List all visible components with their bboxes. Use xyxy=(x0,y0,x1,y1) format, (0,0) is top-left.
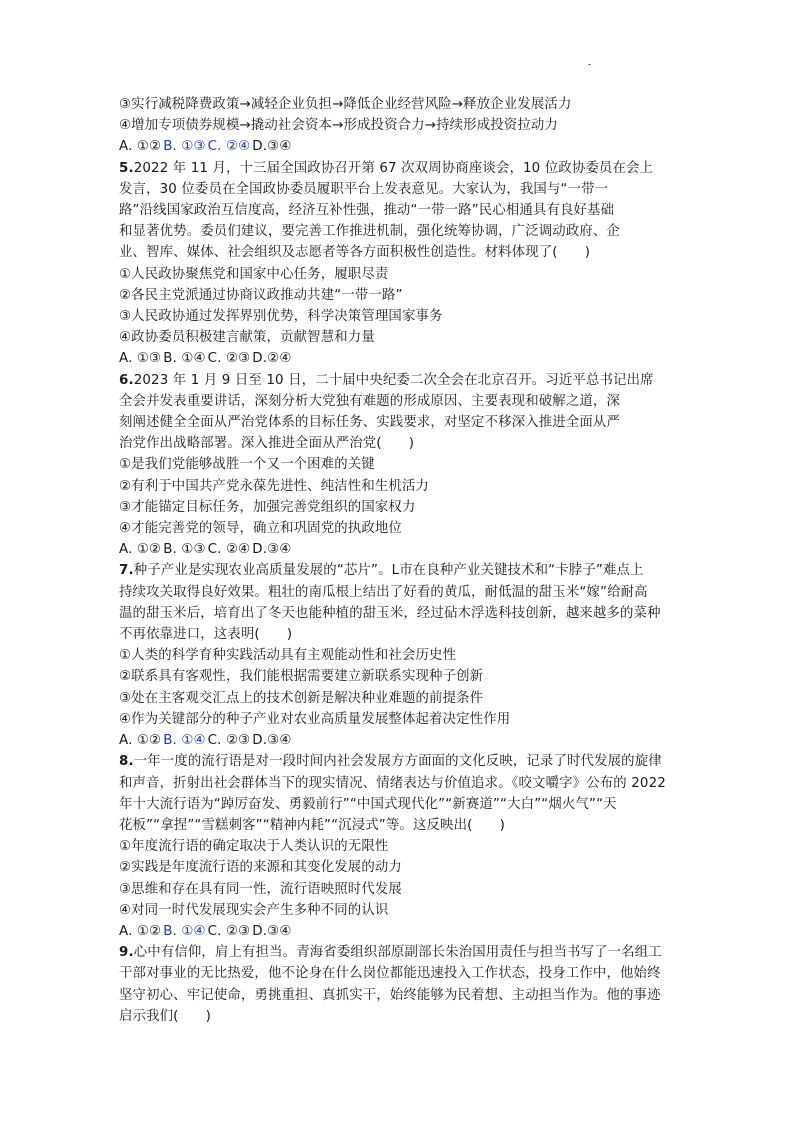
q5-stem-line-1 xyxy=(119,158,684,179)
q8-option-d: D.③④ xyxy=(252,923,292,939)
q4-choice-4: ④增加专项债券规模→撬动社会资本→形成投资合力→持续形成投资拉动力 xyxy=(119,118,558,134)
q6-choice-4: ④才能完善党的领导，确立和巩固党的执政地位 xyxy=(119,521,402,537)
q7-choice-2: ②联系具有客观性，我们能根据需要建立新联系实现种子创新 xyxy=(119,669,484,685)
q7-option-b: B. ①④ xyxy=(163,733,206,749)
q5-choice-4: ④政协委员积极建言献策，贡献智慧和力量 xyxy=(119,330,375,346)
q7-stem-line-4: 不再依靠进口，这表明( ) xyxy=(119,627,293,643)
q5-option-a: A. ①③ xyxy=(119,351,162,367)
q8-stem-line-3: 年十大流行语为“踔厉奋发、勇毅前行”“中国式现代化”“新赛道”“大白”“烟火气”“天 xyxy=(119,796,617,812)
q8-stem-line-1 xyxy=(119,751,684,772)
q7-options xyxy=(119,730,684,751)
q8-option-a: A. ①② xyxy=(119,923,162,939)
q6-stem-line-2: 全会并发表重要讲话，深刻分析大党独有难题的形成原因、主要表现和破解之道，深 xyxy=(119,393,621,409)
q4-option-b: B. ①③ xyxy=(163,139,206,155)
q9-stem-text-1: 心中有信仰，肩上有担当。青海省委组织部原副部长朱治国用责任与担当书写了一名组工 xyxy=(133,945,662,961)
q6-option-b: B. ①③ xyxy=(163,542,206,558)
q7-option-d: D.③④ xyxy=(252,733,292,749)
q6-option-a: A. ①② xyxy=(119,542,162,558)
q9-number: 9. xyxy=(119,945,134,961)
q5-option-d: D.②④ xyxy=(252,351,292,367)
q4-option-a: A. ①② xyxy=(119,139,162,155)
q5-stem-line-3: 路”沿线国家政治互信度高，经济互补性强，推动“一带一路”民心相通具有良好基础 xyxy=(119,203,615,219)
q7-stem-text-1: 种子产业是实现农业高质量发展的“芯片”。L市在良种产业关键技术和“卡脖子”难点上 xyxy=(133,563,644,579)
q7-choice-1: ①人类的科学育种实践活动具有主观能动性和社会历史性 xyxy=(119,648,457,664)
q6-option-d: D.③④ xyxy=(252,542,292,558)
corner-mark xyxy=(588,64,591,65)
q8-options xyxy=(119,921,684,942)
q8-stem-line-4: 花板”“拿捏”“雪糕刺客”“精神内耗”“沉浸式”等。这反映出( ) xyxy=(119,817,505,833)
q5-stem-line-2: 发言，30 位委员在全国政协委员履职平台上发表意见。大家认为，我国与“一带一 xyxy=(119,181,609,197)
q8-stem-text-1: 一年一度的流行语是对一段时间内社会发展方方面面的文化反映，记录了时代发展的旋律 xyxy=(133,754,662,770)
q8-choice-1: ①年度流行语的确定取决于人类认识的无限性 xyxy=(119,839,389,855)
q8-choice-3: ③思维和存在具有同一性，流行语映照时代发展 xyxy=(119,881,402,897)
q5-choice-1: ①人民政协聚焦党和国家中心任务，履职尽责 xyxy=(119,266,389,282)
q6-stem-line-4: 治党作出战略部署。深入推进全面从严治党( ) xyxy=(119,436,415,452)
q6-option-c: C. ②④ xyxy=(207,542,251,558)
q4-options xyxy=(119,136,684,157)
q5-stem-line-4: 和显著优势。委员们建议，要完善工作推进机制，强化统筹协调，广泛调动政府、企 xyxy=(119,224,621,240)
q5-stem-line-5: 业、智库、媒体、社会组织及志愿者等各方面积极性创造性。材料体现了( ) xyxy=(119,245,591,261)
q7-option-a: A. ①② xyxy=(119,733,162,749)
q9-stem-line-3: 坚守初心、牢记使命，勇挑重担、真抓实干，始终能够为民着想、主动担当作为。他的事迹 xyxy=(119,987,661,1003)
q6-choice-1: ①是我们党能够战胜一个又一个困难的关键 xyxy=(119,457,375,473)
q9-stem-line-4: 启示我们( ) xyxy=(119,1008,211,1024)
q4-option-d: D.③④ xyxy=(252,139,292,155)
q6-choice-2: ②有利于中国共产党永葆先进性、纯洁性和生机活力 xyxy=(119,478,430,494)
q9-stem-line-1 xyxy=(119,942,684,963)
q5-stem-text-1: 2022 年 11 月，十三届全国政协召开第 67 次双周协商座谈会，10 位政协委员在会上 xyxy=(133,160,654,176)
page-content xyxy=(119,94,684,1027)
q7-option-c: C. ②③ xyxy=(207,733,251,749)
q4-option-c: C. ②④ xyxy=(207,139,251,155)
q6-choice-3: ③才能锚定目标任务，加强完善党组织的国家权力 xyxy=(119,499,416,515)
q4-choice-3: ③实行减税降费政策→减轻企业负担→降低企业经营风险→释放企业发展活力 xyxy=(119,97,572,112)
q5-option-b: B. ①④ xyxy=(163,351,206,367)
q8-choice-2: ②实践是年度流行语的来源和其变化发展的动力 xyxy=(119,860,402,876)
q8-option-c: C. ②③ xyxy=(207,923,251,939)
q5-option-c: C. ②③ xyxy=(207,351,251,367)
q7-stem-line-3: 温的甜玉米后，培育出了冬天也能种植的甜玉米，经过砧木浮选科技创新，越来越多的菜种 xyxy=(119,605,661,621)
q6-stem-line-1 xyxy=(119,370,684,391)
q5-choice-3: ③人民政协通过发挥界别优势，科学决策管理国家事务 xyxy=(119,309,443,325)
q7-number: 7. xyxy=(119,563,134,579)
q7-stem-line-2: 持续攻关取得良好效果。粗壮的南瓜根上结出了好看的黄瓜，耐低温的甜玉米“嫁”给耐高 xyxy=(119,584,648,600)
q7-choice-3: ③处在主客观交汇点上的技术创新是解决种业难题的前提条件 xyxy=(119,690,484,706)
q6-options xyxy=(119,539,684,560)
q6-number: 6. xyxy=(119,372,134,388)
q7-stem-line-1 xyxy=(119,560,684,581)
q6-stem-text-1: 2023 年 1 月 9 日至 10 日，二十届中央纪委二次全会在北京召开。习近平总书记出席 xyxy=(133,372,654,388)
q7-choice-4: ④作为关键部分的种子产业对农业高质量发展整体起着决定性作用 xyxy=(119,711,511,727)
q5-number: 5. xyxy=(119,160,134,176)
q8-choice-4: ④对同一时代发展现实会产生多种不同的认识 xyxy=(119,902,389,918)
q8-stem-line-2: 和声音，折射出社会群体当下的现实情况、情绪表达与价值追求。《咬文嚼字》公布的 2022 xyxy=(119,775,666,791)
q5-options xyxy=(119,348,684,369)
q9-stem-line-2: 干部对事业的无比热爱，他不论身在什么岗位都能迅速投入工作状态，投身工作中，他始终 xyxy=(119,966,661,982)
q6-stem-line-3: 刻阐述健全全面从严治党体系的目标任务、实践要求，对坚定不移深入推进全面从严 xyxy=(119,415,621,431)
q8-number: 8. xyxy=(119,754,134,770)
q5-choice-2: ②各民主党派通过协商议政推动共建“一带一路” xyxy=(119,287,403,303)
q8-option-b: B. ①④ xyxy=(163,923,206,939)
